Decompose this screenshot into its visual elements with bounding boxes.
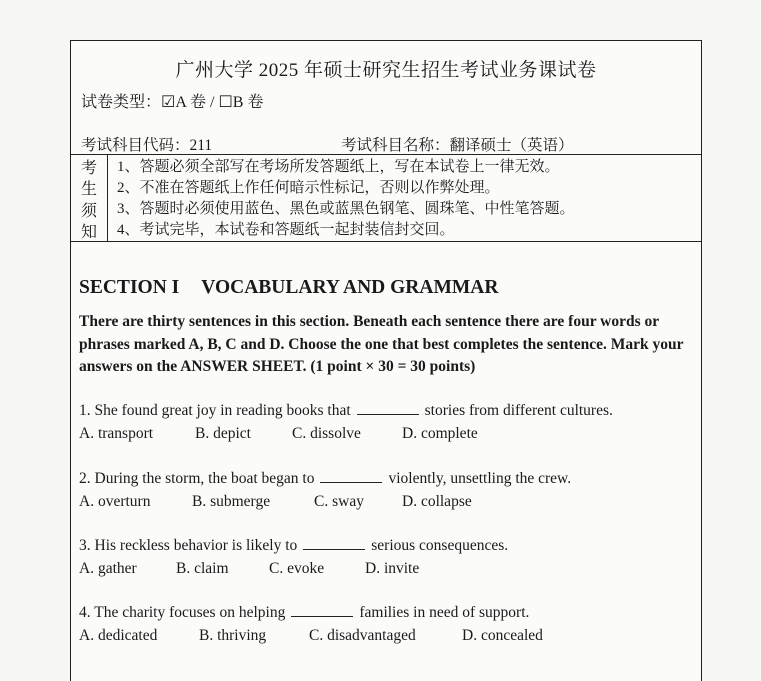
notice-item: 2、不准在答题纸上作任何暗示性标记，否则以作弊处理。	[117, 180, 500, 196]
question-item	[79, 601, 699, 647]
option-c: C. dissolve	[292, 425, 361, 442]
exam-notice-box	[71, 154, 701, 242]
answer-blank	[320, 468, 382, 483]
notice-label	[71, 155, 108, 241]
question-item	[79, 534, 699, 580]
notice-item: 3、答题时必须使用蓝色、黑色或蓝黑色钢笔、圆珠笔、中性笔答题。	[117, 201, 575, 217]
stem-before-blank: 2. During the storm, the boat began to	[79, 470, 315, 487]
section-instructions: There are thirty sentences in this section. Beneath each sentence there are four words or phrases marked A, B, C and D. Choose the one that best completes the sentence. Mark your answers on the ANSWER SHEET. (1 point × 30 = 30 points)	[79, 313, 684, 375]
answer-blank	[291, 602, 353, 617]
question-stem	[79, 399, 699, 422]
section-title: VOCABULARY AND GRAMMAR	[201, 277, 499, 298]
exam-title: 广州大学 2025 年硕士研究生招生考试业务课试卷	[175, 60, 597, 81]
option-a: A. transport	[79, 425, 154, 442]
option-b: B. submerge	[192, 493, 271, 510]
question-options	[79, 624, 699, 647]
question-options	[79, 422, 699, 445]
option-a: A. overturn	[79, 493, 151, 510]
stem-before-blank: 1. She found great joy in reading books that	[79, 402, 351, 419]
option-d: D. invite	[365, 560, 420, 577]
stem-after-blank: violently, unsettling the crew.	[388, 470, 572, 487]
question-options	[79, 557, 699, 580]
section-heading	[79, 277, 498, 299]
stem-after-blank: stories from different cultures.	[424, 402, 613, 419]
option-d: D. concealed	[462, 627, 543, 644]
option-b: B. thriving	[199, 627, 267, 644]
option-c: C. disadvantaged	[309, 627, 416, 644]
notice-item: 4、考试完毕，本试卷和答题纸一起封装信封交回。	[117, 222, 455, 238]
stem-before-blank: 3. His reckless behavior is likely to	[79, 537, 298, 554]
question-item	[79, 399, 699, 445]
option-c: C. sway	[314, 493, 364, 510]
option-c: C. evoke	[269, 560, 325, 577]
question-stem	[79, 467, 699, 490]
notice-label-char: 知	[80, 224, 97, 241]
question-options	[79, 490, 699, 513]
notice-items	[117, 157, 575, 241]
option-b: B. depict	[195, 425, 251, 442]
option-b: B. claim	[176, 560, 229, 577]
answer-blank	[357, 400, 419, 415]
stem-after-blank: families in need of support.	[359, 604, 530, 621]
option-d: D. complete	[402, 425, 478, 442]
subject-name: 考试科目名称：翻译硕士（英语）	[341, 137, 574, 154]
notice-label-char: 考	[80, 160, 97, 177]
option-a: A. gather	[79, 560, 137, 577]
notice-item: 1、答题必须全部写在考场所发答题纸上，写在本试卷上一律无效。	[117, 159, 560, 175]
stem-before-blank: 4. The charity focuses on helping	[79, 604, 286, 621]
option-a: A. dedicated	[79, 627, 158, 644]
exam-paper	[70, 40, 702, 681]
option-d: D. collapse	[402, 493, 472, 510]
question-stem	[79, 601, 699, 624]
answer-blank	[303, 535, 365, 550]
notice-label-char: 生	[80, 181, 97, 198]
stem-after-blank: serious consequences.	[371, 537, 509, 554]
paper-type: 试卷类型：☑A 卷 / ☐B 卷	[81, 94, 264, 111]
question-item	[79, 467, 699, 513]
section-number: SECTION I	[79, 277, 180, 298]
subject-code: 考试科目代码：211	[81, 137, 213, 154]
notice-label-char: 须	[80, 203, 97, 220]
question-stem	[79, 534, 699, 557]
